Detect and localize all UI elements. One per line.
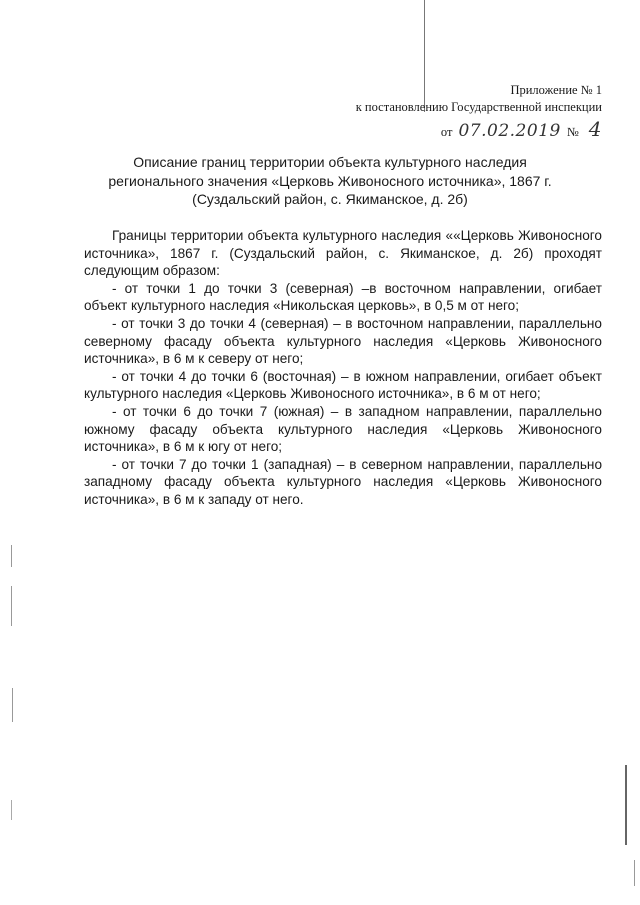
appendix-reference: к постановлению Государственной инспекции — [355, 100, 602, 114]
text-line: источника», в 6 м к западу от него. — [84, 491, 304, 507]
text-line: западному фасаду объекта культурного наследия «Церковь Живоносного — [84, 474, 602, 490]
document-title — [100, 153, 560, 209]
text-line: Границы территории объекта культурного наследия ««Церковь Живоносного — [112, 228, 602, 243]
date-prefix: от — [440, 125, 453, 139]
text-line: культурного наследия «Церковь Живоносного источника», в 6 м от него; — [84, 386, 541, 402]
title-line: регионального значения «Церковь Живоносного источника», 1867 г. — [108, 172, 552, 189]
scan-artifact-line — [11, 800, 12, 820]
date-number-line — [441, 117, 602, 141]
handwritten-number: 4 — [588, 117, 602, 141]
handwritten-date: 07.02.2019 — [458, 121, 561, 141]
text-line: источника», 1867 г. (Суздальский район, с. Якиманское, д. 2б) проходят — [84, 245, 602, 261]
text-line: - от точки 7 до точки 1 (западная) – в северном направлении, параллельно — [112, 456, 602, 472]
scan-artifact-line — [625, 765, 627, 845]
text-line: - от точки 1 до точки 3 (северная) –в восточном направлении, огибает — [112, 280, 602, 296]
appendix-number: Приложение № 1 — [510, 83, 602, 97]
scan-artifact-line — [12, 688, 13, 722]
boundary-item — [84, 315, 602, 368]
text-line: - от точки 6 до точки 7 (южная) – в западном направлении, параллельно — [112, 403, 602, 419]
number-label: № — [566, 125, 579, 139]
scan-artifact-line — [634, 860, 635, 886]
text-line: источника», в 6 м к северу от него; — [84, 351, 304, 367]
text-line: северному фасаду объекта культурного наследия «Церковь Живоносного — [84, 333, 602, 349]
text-line: объект культурного наследия «Никольская церковь», в 0,5 м от него; — [84, 298, 520, 314]
boundary-item — [84, 456, 602, 509]
document-body — [84, 227, 602, 509]
scan-artifact-line — [11, 545, 12, 567]
scan-artifact-line — [11, 586, 12, 626]
text-line: источника», в 6 м к югу от него; — [84, 439, 283, 455]
title-line: Описание границ территории объекта культурного наследия — [133, 154, 527, 170]
text-line: - от точки 3 до точки 4 (северная) – в восточном направлении, параллельно — [112, 315, 602, 331]
text-line: южному фасаду объекта культурного наследия «Церковь Живоносного — [84, 421, 602, 437]
intro-paragraph — [84, 227, 602, 280]
appendix-header — [356, 82, 602, 116]
boundary-item — [84, 280, 602, 315]
text-line: следующим образом: — [84, 263, 220, 279]
title-line: (Суздальский район, с. Якиманское, д. 2б) — [192, 191, 468, 207]
boundary-item — [84, 368, 602, 403]
text-line: - от точки 4 до точки 6 (восточная) – в южном направлении, огибает объект — [112, 368, 602, 384]
boundary-item — [84, 403, 602, 456]
